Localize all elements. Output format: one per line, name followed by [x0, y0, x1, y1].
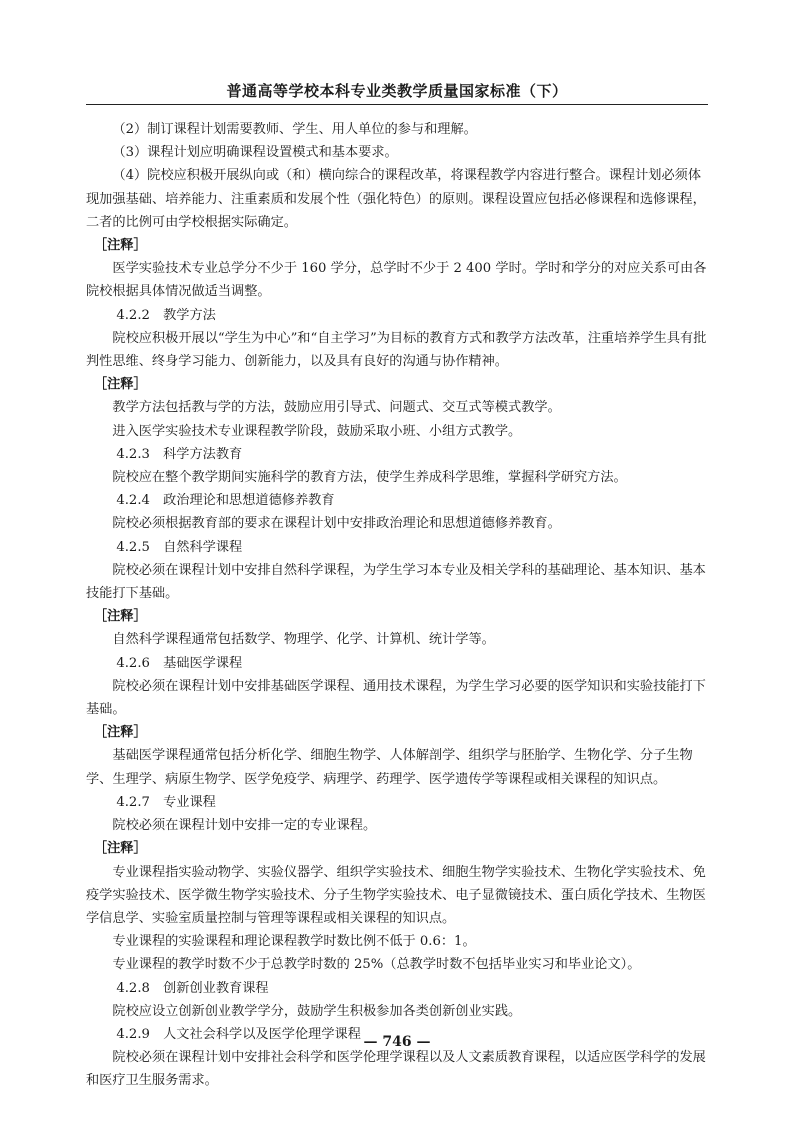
paragraph: 院校应设立创新创业教学学分，鼓励学生积极参加各类创新创业实践。 [112, 1003, 522, 1019]
note-label: ［注释］ [93, 377, 147, 393]
section-heading: 4.2.8 创新创业教育课程 [116, 980, 269, 996]
paragraph: 自然科学课程通常包括数学、物理学、化学、计算机、统计学等。 [112, 632, 495, 648]
section-heading: 4.2.7 专业课程 [116, 794, 216, 810]
paragraph: 院校必须在课程计划中安排一定的专业课程。 [112, 818, 377, 834]
paragraph: 院校必须在课程计划中安排基础医学课程、通用技术课程，为学生学习必要的医学知识和实验技能打下基础。 [86, 678, 706, 718]
paragraph: （3）课程计划应明确课程设置模式和基本要求。 [112, 145, 398, 161]
paragraph: 院校必须根据教育部的要求在课程计划中安排政治理论和思想道德修养教育。 [112, 516, 561, 532]
note-label: ［注释］ [93, 841, 147, 857]
paragraph: 院校应积极开展以“学生为中心”和“自主学习”为目标的教育方式和教学方法改革，注重培养学生具有批判性思维、终身学习能力、创新能力，以及具有良好的沟通与协作精神。 [86, 330, 707, 370]
paragraph: 进入医学实验技术专业课程教学阶段，鼓励采取小班、小组方式教学。 [112, 423, 522, 439]
body-text [86, 118, 708, 1093]
paragraph: 专业课程的教学时数不少于总教学时数的 25%（总教学时数不包括毕业实习和毕业论文）。 [112, 957, 641, 973]
paragraph: 院校必须在课程计划中安排社会科学和医学伦理学课程以及人文素质教育课程，以适应医学科学的发展和医疗卫生服务需求。 [86, 1050, 706, 1089]
paragraph: 教学方法包括教与学的方法，鼓励应用引导式、问题式、交互式等模式教学。 [112, 400, 561, 416]
paragraph: （2）制订课程计划需要教师、学生、用人单位的参与和理解。 [112, 122, 477, 137]
running-header: 普通高等学校本科专业类教学质量国家标准（下） [226, 82, 568, 100]
note-label: ［注释］ [93, 609, 147, 625]
paragraph: 医学实验技术专业总学分不少于 160 学分，总学时不少于 2 400 学时。学时和学分的对应关系可由各院校根据具体情况做适当调整。 [86, 261, 707, 300]
paragraph: 基础医学课程通常包括分析化学、细胞生物学、人体解剖学、组织学与胚胎学、生物化学、分子生物学、生理学、病原生物学、医学免疫学、病理学、药理学、医学遗传学等课程或相关课程的知识点。 [86, 748, 693, 787]
section-heading: 4.2.9 人文社会科学以及医学伦理学课程 [116, 1026, 361, 1042]
paragraph: 专业课程指实验动物学、实验仪器学、组织学实验技术、细胞生物学实验技术、生物化学实验技术、免疫学实验技术、医学微生物学实验技术、分子生物学实验技术、电子显微镜技术、蛋白质化学技术、生物医学信息学、实验室质量控制与管理等课程或相关课程的知识点。 [86, 864, 706, 926]
note-label: ［注释］ [93, 725, 147, 741]
section-heading: 4.2.4 政治理论和思想道德修养教育 [116, 493, 335, 509]
paragraph: （4）院校应积极开展纵向或（和）横向综合的课程改革，将课程教学内容进行整合。课程计划必须体现加强基础、培养能力、注重素质和发展个性（强化特色）的原则。课程设置应包括必修课程和选修课程，二者的比例可由学校根据实际确定。 [86, 168, 706, 230]
paragraph: 专业课程的实验课程和理论课程教学时数比例不低于 0.6：1。 [112, 934, 476, 950]
section-heading: 4.2.6 基础医学课程 [116, 655, 243, 671]
section-heading: 4.2.3 科学方法教育 [116, 446, 243, 462]
header-rule [86, 104, 708, 105]
paragraph: 院校应在整个教学期间实施科学的教育方法，使学生养成科学思维，掌握科学研究方法。 [112, 470, 627, 486]
page-number: — 746 — [363, 1034, 431, 1050]
section-heading: 4.2.2 教学方法 [116, 307, 216, 323]
section-heading: 4.2.5 自然科学课程 [116, 539, 243, 555]
note-label: ［注释］ [93, 238, 147, 254]
paragraph: 院校必须在课程计划中安排自然科学课程，为学生学习本专业及相关学科的基础理论、基本知识、基本技能打下基础。 [86, 562, 706, 602]
